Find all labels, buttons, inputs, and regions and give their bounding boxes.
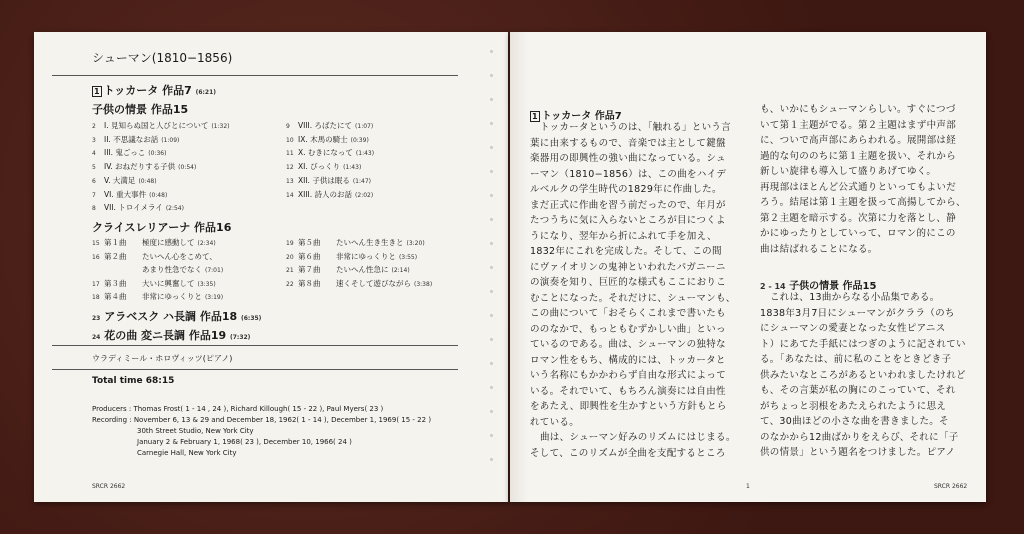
text-line: にヴァイオリンの鬼神といわれたパガニーニ <box>530 261 726 273</box>
page-number: 1 <box>746 483 750 490</box>
track-row <box>92 161 196 172</box>
text-line: がちょっと羽根をあたえられたように思え <box>760 400 947 412</box>
text-line: のなかから12曲ばかりをえらび、それに「子 <box>760 431 959 443</box>
text-line: ルベルクの学生時代の1829年に作曲した。 <box>530 184 722 195</box>
text-line: まだ正式に作曲を習う前だったので、年月が <box>530 199 726 211</box>
text-line: かにゆったりとしていって、ロマン的にこの <box>760 228 956 239</box>
text-line: 再現部はほとんど公式通りといってもよいだ <box>760 181 957 193</box>
binding-hole <box>490 362 493 365</box>
track-row <box>286 189 373 200</box>
track-title: 大いに興奮して <box>142 278 195 288</box>
track-title: XI. びっくり <box>298 162 341 172</box>
text-line: 1832年にこれを完成した。そして、この間 <box>530 246 722 257</box>
arabeske-title <box>92 308 261 324</box>
performer: ウラディミール・ホロヴィッツ(ピアノ) <box>92 354 233 363</box>
arabeske-label: アラベスク ハ長調 作品18 <box>104 310 238 323</box>
track-time: (0:48) <box>149 191 168 199</box>
track-time: (1:43) <box>355 150 375 158</box>
movement-number: 第８曲 <box>298 278 321 288</box>
track-number: 10 <box>286 136 294 144</box>
kinderszenen-heading-label: 子供の情景 作品15 <box>789 281 877 292</box>
text-line: この曲について「おそらくこれまで書いたも <box>530 308 726 319</box>
text-line: ロマン性をもち、構成的には、トッカータと <box>530 354 726 366</box>
track-number: 1 <box>532 111 538 121</box>
text-line: る。「あなたは、前に私のことをときどき子 <box>760 354 952 365</box>
text-line: ーマン（1810−1856）は、この曲をハイデ <box>530 168 727 180</box>
binding-hole <box>490 74 493 77</box>
text-line: 葉に由来するもので、音楽では主として鍵盤 <box>530 137 726 149</box>
track-row <box>286 134 369 145</box>
track-number: 6 <box>92 177 96 185</box>
track-row <box>92 264 223 275</box>
binding-hole <box>490 434 493 437</box>
track-title: II. 不思議なお話 <box>104 134 159 144</box>
track-number: 20 <box>286 253 294 261</box>
track-title: XIII. 詩人のお話 <box>298 189 353 199</box>
track-time: (0:54) <box>178 164 197 172</box>
movement-number: 第２曲 <box>104 251 127 261</box>
track-row <box>286 278 432 289</box>
text-line: にシューマンの愛妻となった女性ピアニス <box>760 323 946 334</box>
text-line: 供の情景」という題名をつけました。ピアノ <box>760 447 956 458</box>
binding-hole <box>490 194 493 197</box>
track-time: (3:38) <box>414 280 433 288</box>
credits-line-1: Producers : Thomas Frost( 1 - 14 , 24 ), Richard Killough( 15 - 22 ), Paul Myers( 23 ) <box>92 405 384 413</box>
track-number: 22 <box>286 280 294 288</box>
text-line: をあたえ、即興性を生かすという方針もとら <box>530 401 727 412</box>
track-row <box>286 147 374 158</box>
track-title: IV. おねだりする子供 <box>104 162 176 172</box>
text-line: 1838年3月7日にシューマンがクララ（のち <box>760 307 955 319</box>
kinderszenen-essay <box>760 290 972 461</box>
binding-hole <box>490 218 493 221</box>
text-line: も、その言葉が私の胸にのこっていて、それ <box>760 385 956 396</box>
track-number: 5 <box>92 164 96 172</box>
binding-hole <box>490 314 493 317</box>
track-number: 2 <box>92 123 96 130</box>
track-title: たいへん心をこめて、 <box>142 251 217 261</box>
track-title: VIII. ろばたにて <box>298 121 353 130</box>
track-title: XII. 子供は眠る <box>298 175 350 185</box>
track-title: 極度に感動して <box>142 238 195 247</box>
text-line: いう名称にもかかわらず自由な形式によって <box>530 370 727 381</box>
text-line: 曲は結ばれることになる。 <box>760 243 878 255</box>
text-line: に、ついで高声部にあらわれる。展開部は経 <box>760 135 957 146</box>
text-line: 過的な句ののちに第１主題を扱い、それから <box>760 150 957 162</box>
track-row <box>92 147 166 158</box>
track-number: 18 <box>92 294 100 301</box>
track-number: 23 <box>92 315 101 322</box>
binding-hole <box>490 98 493 101</box>
kinderszenen-title: 子供の情景 作品15 <box>92 103 189 116</box>
text-line: 供みたいなところがあるといわれましたけれど <box>760 369 966 381</box>
track-number: 19 <box>286 240 294 247</box>
track-number: 13 <box>286 177 294 185</box>
track-row <box>92 120 230 131</box>
track-time: (1:47) <box>352 177 371 185</box>
binding-hole <box>490 170 493 173</box>
track-row <box>286 264 410 275</box>
total-time: Total time 68:15 <box>92 376 175 386</box>
track-number: 24 <box>92 334 101 341</box>
track-row <box>92 134 179 145</box>
total-rule <box>52 369 458 370</box>
track-row <box>286 175 371 186</box>
text-line: ているのである。曲は、シューマンの独特な <box>530 339 726 350</box>
track-title: あまり性急でなく <box>142 265 202 274</box>
track-title: 非常にゆっくりと <box>142 292 202 301</box>
track-time: (7:01) <box>205 267 224 274</box>
binding-holes <box>482 50 504 490</box>
track-number: 7 <box>92 191 96 199</box>
track-row <box>92 237 216 248</box>
track-title: VI. 重大事件 <box>104 189 147 199</box>
track-time: (2:54) <box>165 205 184 213</box>
text-line: たつうちに気に入らないところが目につくよ <box>530 215 726 226</box>
track-time: (0:36) <box>148 150 167 158</box>
text-line: これは、13曲からなる小品集である。 <box>770 292 940 303</box>
text-line: の演奏を知り、巨匠的な様式もここにおりこ <box>530 277 727 288</box>
text-line: も、いかにもシューマンらしい。すぐにつづ <box>760 104 956 115</box>
toccata-label: トッカータ 作品7 <box>103 84 192 97</box>
movement-number: 第３曲 <box>104 278 127 288</box>
track-title: I. 見知らぬ国と人びとについて <box>104 121 209 130</box>
binding-hole <box>490 50 493 53</box>
track-row <box>286 161 361 172</box>
text-line: ののなかで、もっともむずかしい曲」といっ <box>530 323 726 335</box>
track-time: (3:55) <box>398 253 418 261</box>
track-number: 8 <box>92 205 96 213</box>
track-time: (2:34) <box>197 240 216 247</box>
track-number: 1 <box>94 86 100 96</box>
binding-hole <box>490 242 493 245</box>
binding-hole <box>490 410 493 413</box>
text-line: うになり、翌年から折にふれて手を加え、 <box>530 230 717 242</box>
right-footer-code: SRCR 2662 <box>934 483 968 490</box>
track-title: V. 大満足 <box>104 175 136 185</box>
credits-line-2: Recording : November 6, 13 & 29 and December 18, 1962( 1 - 14 ), December 1, 1969( 15 - 22 ) <box>92 416 432 424</box>
track-time: (1:32) <box>211 123 230 130</box>
composer-header: シューマン(1810−1856) <box>92 51 233 65</box>
track-time: (0:48) <box>138 177 157 185</box>
toccata-essay-continued <box>760 102 972 257</box>
toccata-time: (6:21) <box>195 89 216 96</box>
header-rule <box>52 75 458 76</box>
binding-hole <box>490 290 493 293</box>
left-footer-code: SRCR 2662 <box>92 483 126 490</box>
track-title: IX. 木馬の騎士 <box>298 134 348 144</box>
text-line: 曲は、シューマン好みのリズムにはじまる。 <box>540 432 736 443</box>
blumenstueck-label: 花の曲 変ニ長調 作品19 <box>104 329 227 342</box>
text-line: 楽器用の即興性の強い曲になっている。シュ <box>530 153 726 164</box>
credits-line-4: January 2 & February 1, 1968( 23 ), December 10, 1966( 24 ) <box>137 438 352 446</box>
text-line: て、30曲ほどの小さな曲を書きました。そ <box>760 416 949 427</box>
text-line: いて第１主題がでる。第２主題はまず中声部 <box>760 119 957 131</box>
track-title: 速くそして遊びながら <box>336 278 411 288</box>
track-number: 17 <box>92 280 100 288</box>
track-number: 4 <box>92 150 96 158</box>
credits-line-3: 30th Street Studio, New York City <box>137 427 254 435</box>
performer-rule <box>52 345 458 346</box>
text-line: そして、このリズムが全曲を支配するところ <box>530 447 726 459</box>
movement-number: 第７曲 <box>298 265 321 274</box>
track-time: (3:20) <box>406 240 425 247</box>
track-number: 15 <box>92 240 100 247</box>
track-row <box>92 175 157 186</box>
track-title: 非常にゆっくりと <box>336 251 396 261</box>
binding-hole <box>490 458 493 461</box>
track-time: (2:14) <box>391 267 410 274</box>
track-row <box>92 189 167 200</box>
binding-hole <box>490 386 493 389</box>
binding-hole <box>490 146 493 149</box>
text-line: 第２主題を暗示する。次第に力を落とし、静 <box>760 212 957 224</box>
track-time: (3:19) <box>204 294 224 301</box>
text-line: れている。 <box>530 416 580 428</box>
credits-line-5: Carnegie Hall, New York City <box>137 449 237 457</box>
movement-number: 第５曲 <box>298 238 321 247</box>
track-row <box>92 291 223 302</box>
movement-number: 第６曲 <box>298 251 321 261</box>
movement-number: 第１曲 <box>104 238 127 247</box>
track-title: たいへん生き生きと <box>336 238 404 247</box>
track-number: 16 <box>92 253 100 261</box>
binding-hole <box>490 122 493 125</box>
text-line: ろう。結尾は第１主題を扱って高揚してから、 <box>760 197 966 208</box>
track-time: (1:43) <box>343 164 362 172</box>
movement-number: 第４曲 <box>104 292 127 301</box>
blumenstueck-time: (7:32) <box>230 334 251 341</box>
track-row <box>92 202 184 213</box>
track-row <box>286 251 417 262</box>
track-number: 14 <box>286 191 294 199</box>
track-time: (1:09) <box>161 136 180 144</box>
toccata-essay <box>530 120 742 461</box>
track-title: III. 鬼ごっこ <box>104 148 146 158</box>
track-title: X. むきになって <box>298 148 353 158</box>
track-time: (2:02) <box>355 191 374 199</box>
text-line: 新しい旋律も導入して盛りあげてゆく。 <box>760 166 937 177</box>
track-time: (1:07) <box>355 123 374 130</box>
binding-hole <box>490 266 493 269</box>
text-line: いる。それでいて、もちろん演奏には自由性 <box>530 385 726 397</box>
track-number: 21 <box>286 267 294 274</box>
track-number: 12 <box>286 164 294 172</box>
track-row <box>286 237 425 248</box>
text-line: ト）にあてた手紙にはつぎのように記されてい <box>760 338 966 350</box>
blumenstueck-title <box>92 327 250 343</box>
text-line: むことになった。それだけに、シューマンも、 <box>530 292 736 304</box>
track-title: たいへん性急に <box>336 265 389 274</box>
toccata-title <box>92 82 216 98</box>
track-range: 2 - 14 <box>760 282 786 291</box>
track-time: (3:35) <box>197 280 216 288</box>
track-row <box>92 278 216 289</box>
toccata-heading-label: トッカータ 作品7 <box>541 111 622 122</box>
text-line: トッカータというのは、「触れる」という言 <box>540 122 731 133</box>
track-row <box>92 251 220 262</box>
binding-hole <box>490 338 493 341</box>
track-number: 9 <box>286 123 290 130</box>
arabeske-time: (6:35) <box>241 315 262 322</box>
track-time: (0:39) <box>350 136 369 144</box>
track-number: 3 <box>92 136 96 144</box>
track-row <box>286 120 373 131</box>
track-number: 11 <box>286 150 294 158</box>
kreisleriana-title: クライスレリアーナ 作品16 <box>92 221 232 234</box>
track-title: VII. トロイメライ <box>104 203 163 213</box>
